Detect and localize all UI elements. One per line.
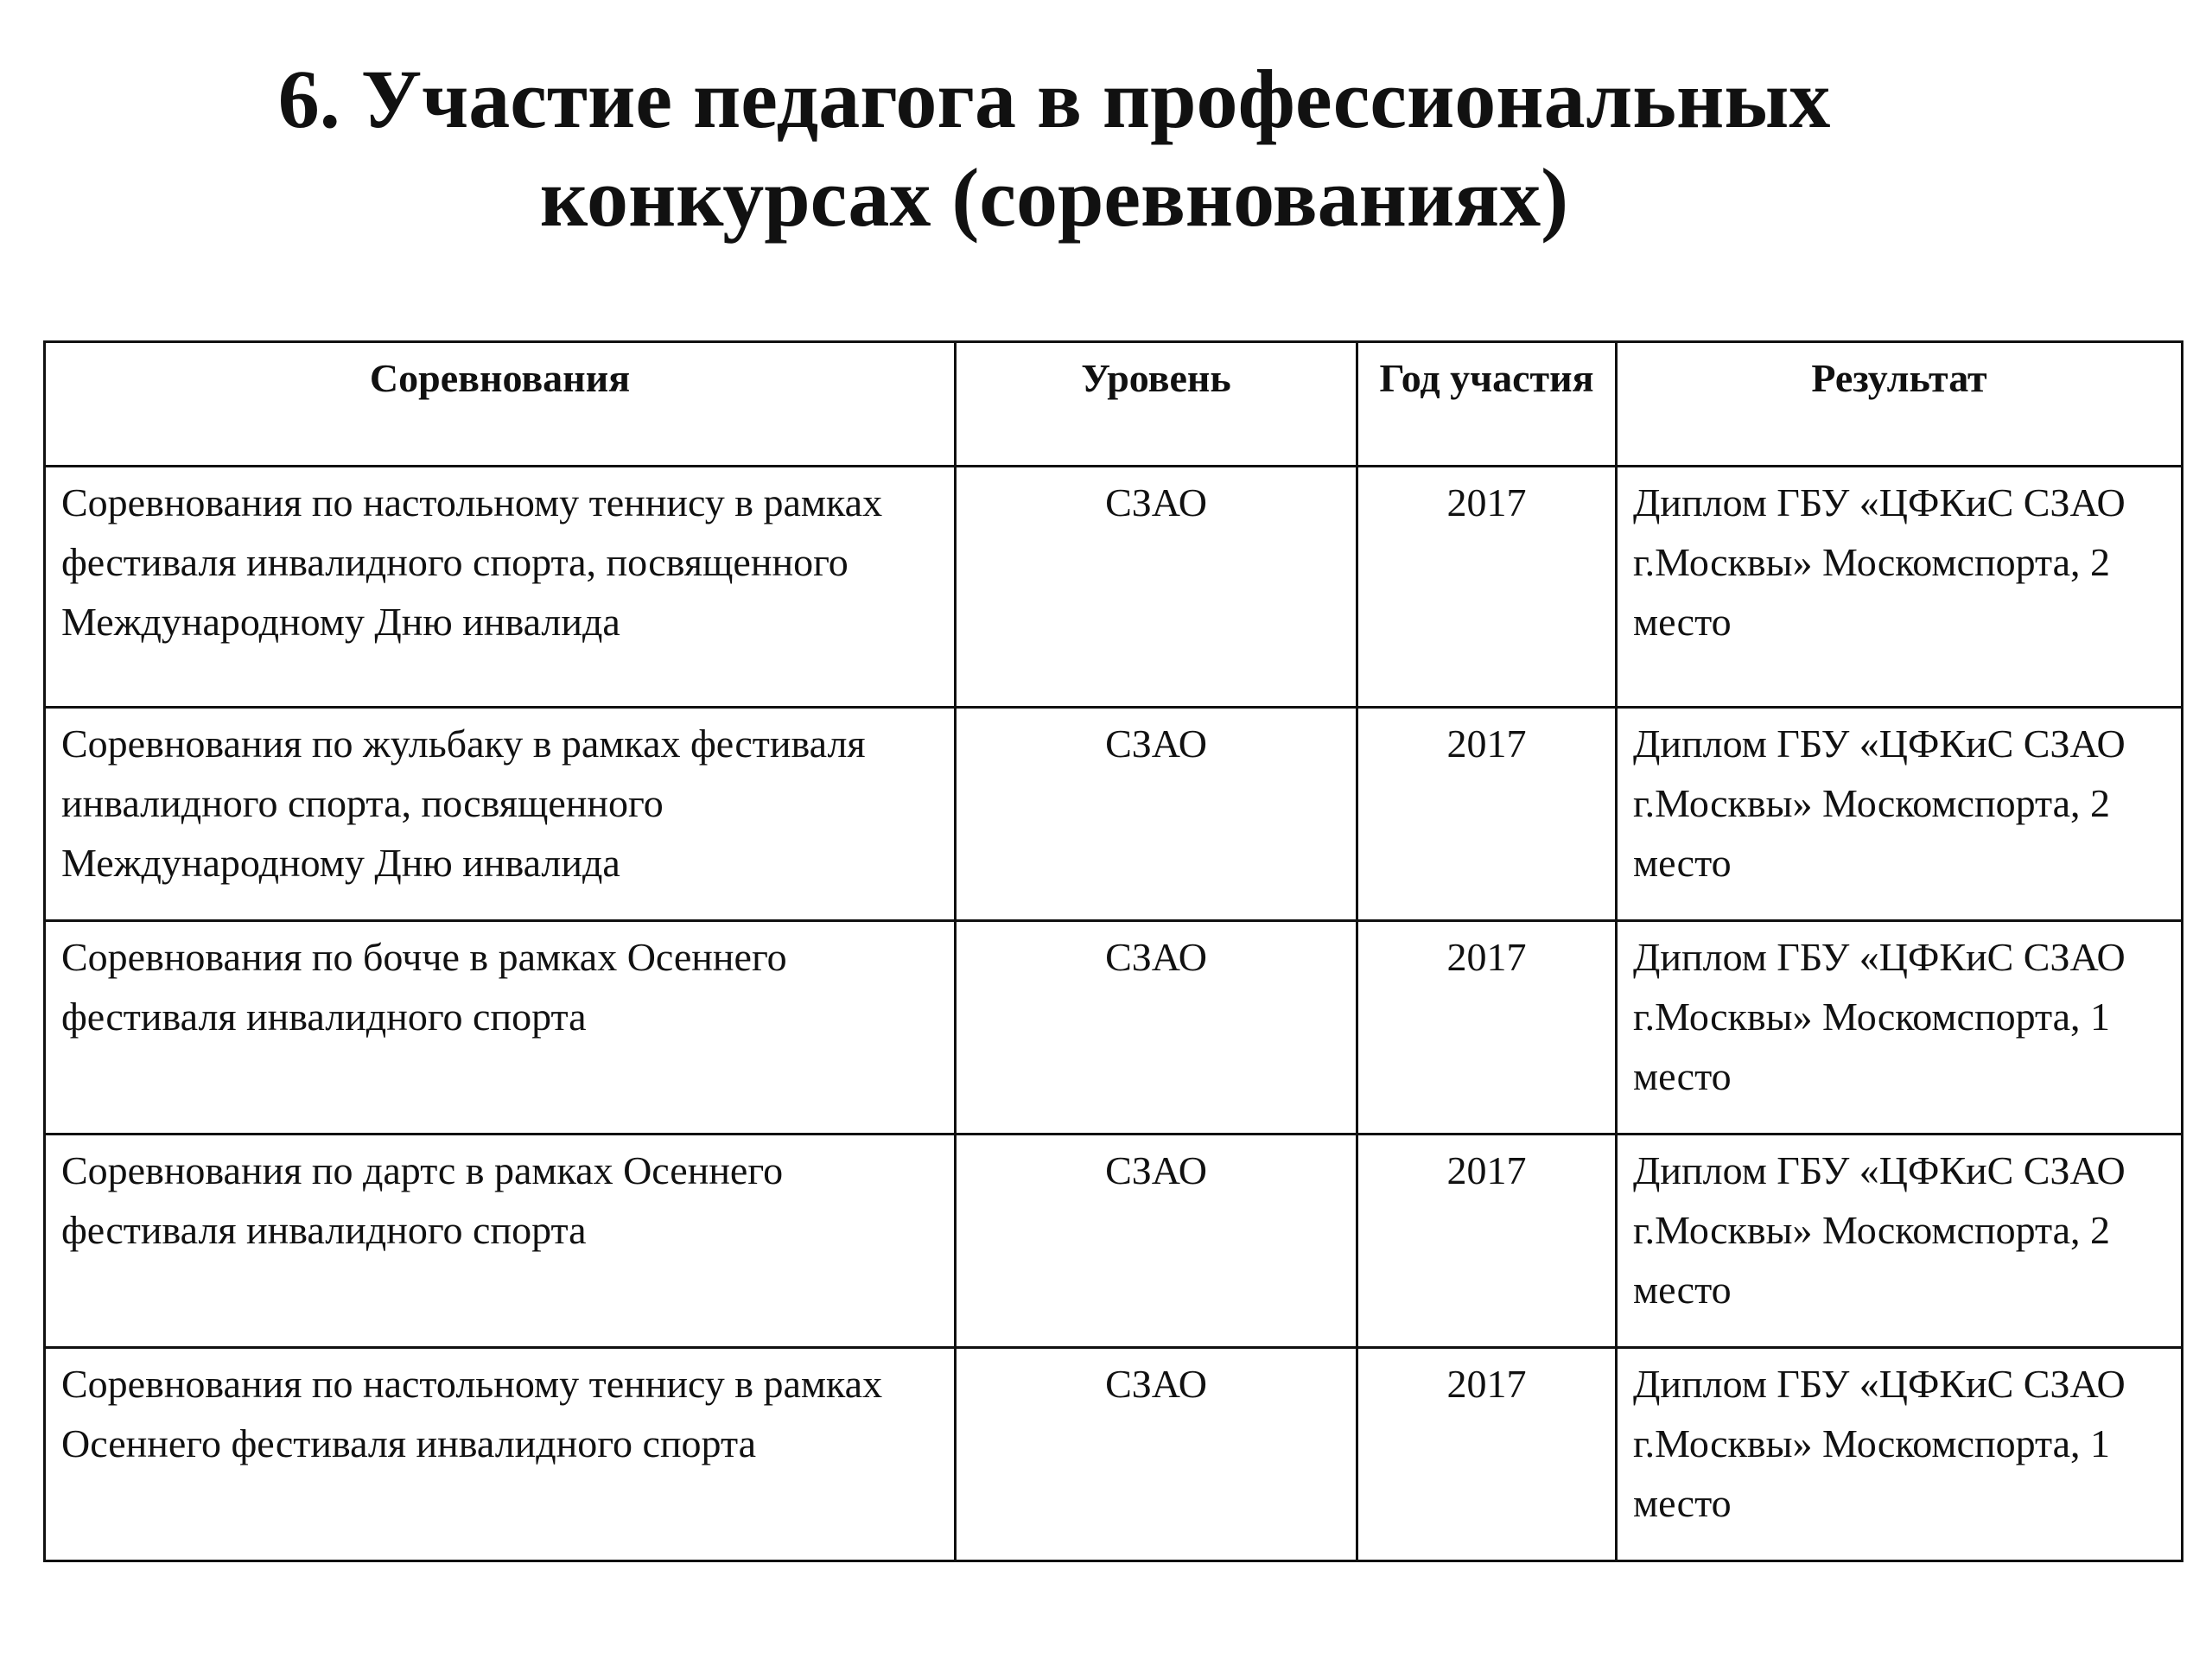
page-title-line-2: конкурсах (соревнованиях) — [539, 151, 1569, 244]
table-row — [45, 921, 2183, 1135]
header-result: Результат — [1617, 342, 2183, 467]
cell-level: СЗАО — [956, 921, 1357, 1135]
cell-level: СЗАО — [956, 708, 1357, 921]
cell-competition: Соревнования по настольному теннису в рамках фестиваля инвалидного спорта, посвященного Международному Дню инвалида — [45, 467, 956, 708]
cell-result: Диплом ГБУ «ЦФКиС СЗАО г.Москвы» Москомспорта, 2 место — [1617, 1135, 2183, 1348]
cell-competition: Соревнования по жульбаку в рамках фестиваля инвалидного спорта, посвященного Международному Дню инвалида — [45, 708, 956, 921]
competitions-table-container — [43, 340, 2181, 1562]
header-year: Год участия — [1357, 342, 1617, 467]
cell-competition: Соревнования по бочче в рамках Осеннего фестиваля инвалидного спорта — [45, 921, 956, 1135]
table-row — [45, 708, 2183, 921]
cell-year: 2017 — [1357, 921, 1617, 1135]
cell-result: Диплом ГБУ «ЦФКиС СЗАО г.Москвы» Москомспорта, 1 место — [1617, 921, 2183, 1135]
cell-competition: Соревнования по дартс в рамках Осеннего фестиваля инвалидного спорта — [45, 1135, 956, 1348]
table-header-row — [45, 342, 2183, 467]
page-title-line-1: 6. Участие педагога в профессиональных — [277, 53, 1831, 145]
table-row — [45, 1135, 2183, 1348]
table-row — [45, 467, 2183, 708]
cell-result: Диплом ГБУ «ЦФКиС СЗАО г.Москвы» Москомспорта, 1 место — [1617, 1348, 2183, 1561]
competitions-table — [43, 340, 2183, 1562]
page-title — [0, 50, 2108, 247]
cell-result: Диплом ГБУ «ЦФКиС СЗАО г.Москвы» Москомспорта, 2 место — [1617, 467, 2183, 708]
cell-year: 2017 — [1357, 708, 1617, 921]
cell-competition: Соревнования по настольному теннису в рамках Осеннего фестиваля инвалидного спорта — [45, 1348, 956, 1561]
cell-level: СЗАО — [956, 1348, 1357, 1561]
cell-level: СЗАО — [956, 1135, 1357, 1348]
cell-year: 2017 — [1357, 467, 1617, 708]
header-competition: Соревнования — [45, 342, 956, 467]
table-row — [45, 1348, 2183, 1561]
cell-level: СЗАО — [956, 467, 1357, 708]
cell-year: 2017 — [1357, 1348, 1617, 1561]
header-level: Уровень — [956, 342, 1357, 467]
cell-result: Диплом ГБУ «ЦФКиС СЗАО г.Москвы» Москомспорта, 2 место — [1617, 708, 2183, 921]
cell-year: 2017 — [1357, 1135, 1617, 1348]
